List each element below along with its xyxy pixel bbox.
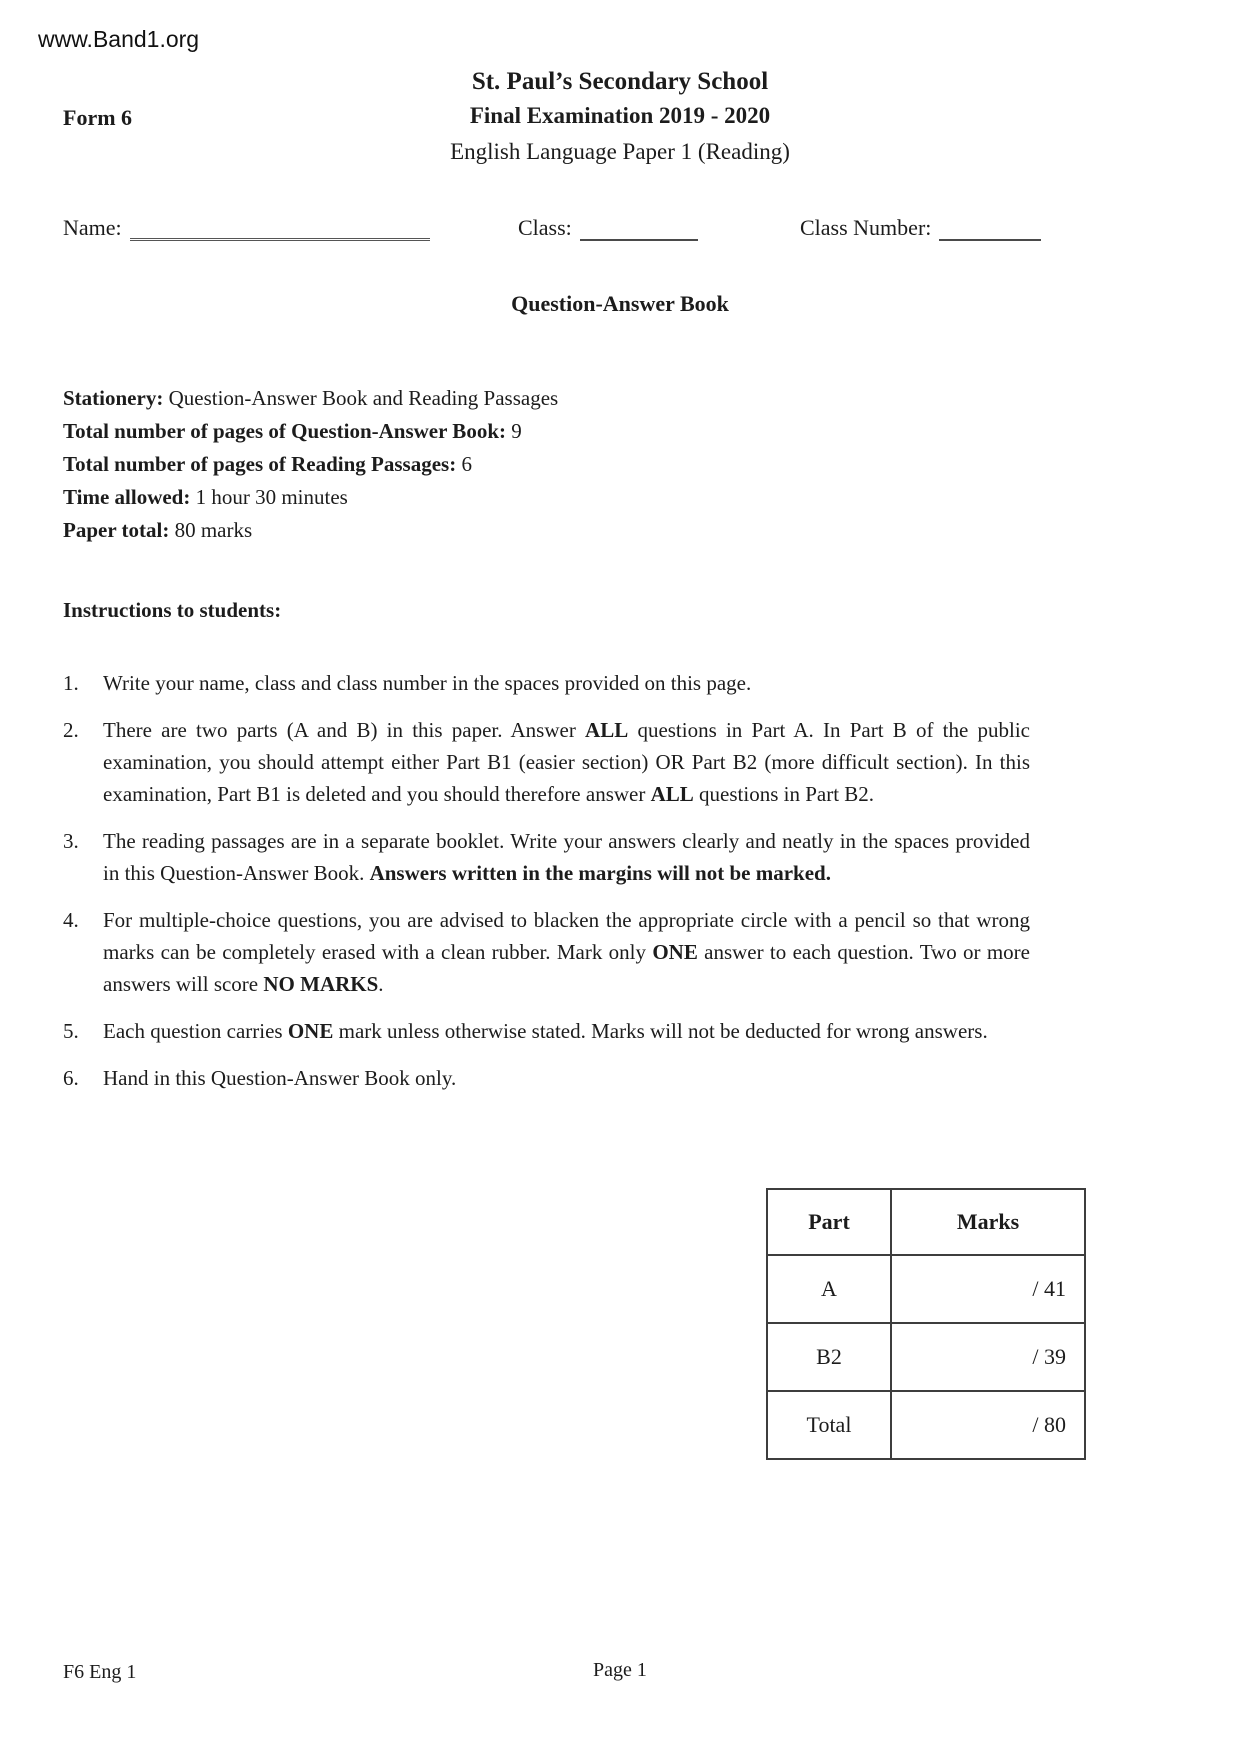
info-label: Time allowed: bbox=[63, 485, 191, 509]
student-info-row bbox=[63, 205, 1073, 241]
instruction-item bbox=[63, 904, 1030, 1000]
instruction-item bbox=[63, 1062, 1030, 1094]
name-field-group bbox=[63, 210, 430, 241]
info-label: Stationery: bbox=[63, 386, 164, 410]
instructions-heading: Instructions to students: bbox=[63, 598, 282, 622]
instruction-item bbox=[63, 825, 1030, 889]
paper-title: English Language Paper 1 (Reading) bbox=[450, 139, 790, 164]
marks-cell: / 80 bbox=[891, 1391, 1085, 1459]
name-blank-line bbox=[130, 210, 430, 241]
info-value: 1 hour 30 minutes bbox=[190, 485, 348, 509]
instruction-text: For multiple-choice questions, you are advised to blacken the appropriate circle with a pencil so that wrong marks can be completely erased with a clean rubber. Mark only ONE answer to each question. Two or more answers will score NO MARKS. bbox=[103, 908, 1030, 996]
instruction-item bbox=[63, 714, 1030, 810]
footer-page-number: Page 1 bbox=[593, 1659, 647, 1681]
marks-table-row bbox=[767, 1323, 1085, 1391]
class-number-blank-line bbox=[939, 211, 1041, 241]
instructions-section bbox=[63, 598, 1030, 1109]
exam-info bbox=[63, 382, 1030, 547]
instruction-number: 3. bbox=[63, 829, 79, 853]
class-number-label: Class Number: bbox=[800, 215, 932, 240]
info-value: 6 bbox=[456, 452, 472, 476]
marks-table-row bbox=[767, 1391, 1085, 1459]
class-label: Class: bbox=[518, 215, 572, 240]
part-cell: Total bbox=[767, 1391, 891, 1459]
watermark-url: www.Band1.org bbox=[38, 26, 200, 52]
class-number-field-group bbox=[800, 211, 1041, 241]
instruction-number: 6. bbox=[63, 1066, 79, 1090]
info-value: 80 marks bbox=[169, 518, 253, 542]
instruction-text: Hand in this Question-Answer Book only. bbox=[103, 1066, 457, 1090]
school-name: St. Paul’s Secondary School bbox=[471, 68, 769, 95]
info-label: Total number of pages of Reading Passages: bbox=[63, 452, 457, 476]
info-value: 9 bbox=[506, 419, 522, 443]
info-line bbox=[63, 415, 1030, 448]
instruction-number: 4. bbox=[63, 908, 79, 932]
marks-cell: / 41 bbox=[891, 1255, 1085, 1323]
info-line bbox=[63, 448, 1030, 481]
instruction-text: Write your name, class and class number in the spaces provided on this page. bbox=[103, 671, 752, 695]
form-label: Form 6 bbox=[63, 105, 133, 130]
part-column-header: Part bbox=[767, 1189, 891, 1255]
book-title: Question-Answer Book bbox=[511, 291, 729, 316]
name-label: Name: bbox=[63, 215, 122, 240]
instruction-text: There are two parts (A and B) in this paper. Answer ALL questions in Part A. In Part B of the public examination, you should attempt either Part B1 (easier section) OR Part B2 (more difficult section). In this examination, Part B1 is deleted and you should therefore answer ALL questions in Part B2. bbox=[103, 718, 1030, 806]
instruction-number: 2. bbox=[63, 718, 79, 742]
instruction-number: 5. bbox=[63, 1019, 79, 1043]
part-cell: B2 bbox=[767, 1323, 891, 1391]
info-line bbox=[63, 481, 1030, 514]
instruction-number: 1. bbox=[63, 671, 79, 695]
marks-table-header-row bbox=[767, 1189, 1085, 1255]
exam-title: Final Examination 2019 - 2020 bbox=[469, 103, 771, 128]
instruction-item bbox=[63, 667, 1030, 699]
marks-column-header: Marks bbox=[891, 1189, 1085, 1255]
info-value: Question-Answer Book and Reading Passages bbox=[163, 386, 559, 410]
class-field-group bbox=[518, 211, 698, 241]
info-label: Paper total: bbox=[63, 518, 170, 542]
info-line bbox=[63, 514, 1030, 547]
instruction-text: The reading passages are in a separate booklet. Write your answers clearly and neatly in the spaces provided in this Question-Answer Book. Answers written in the margins will not be marked. bbox=[103, 829, 1030, 885]
instruction-text: Each question carries ONE mark unless otherwise stated. Marks will not be deducted for wrong answers. bbox=[103, 1019, 988, 1043]
info-label: Total number of pages of Question-Answer Book: bbox=[63, 419, 506, 443]
marks-cell: / 39 bbox=[891, 1323, 1085, 1391]
marks-table-row bbox=[767, 1255, 1085, 1323]
part-cell: A bbox=[767, 1255, 891, 1323]
footer-paper-code: F6 Eng 1 bbox=[63, 1661, 137, 1683]
class-blank-line bbox=[580, 211, 698, 241]
info-line bbox=[63, 382, 1030, 415]
marks-table bbox=[766, 1188, 1086, 1460]
instructions-list bbox=[63, 667, 1030, 1094]
marks-table-body bbox=[767, 1255, 1085, 1459]
instruction-item bbox=[63, 1015, 1030, 1047]
